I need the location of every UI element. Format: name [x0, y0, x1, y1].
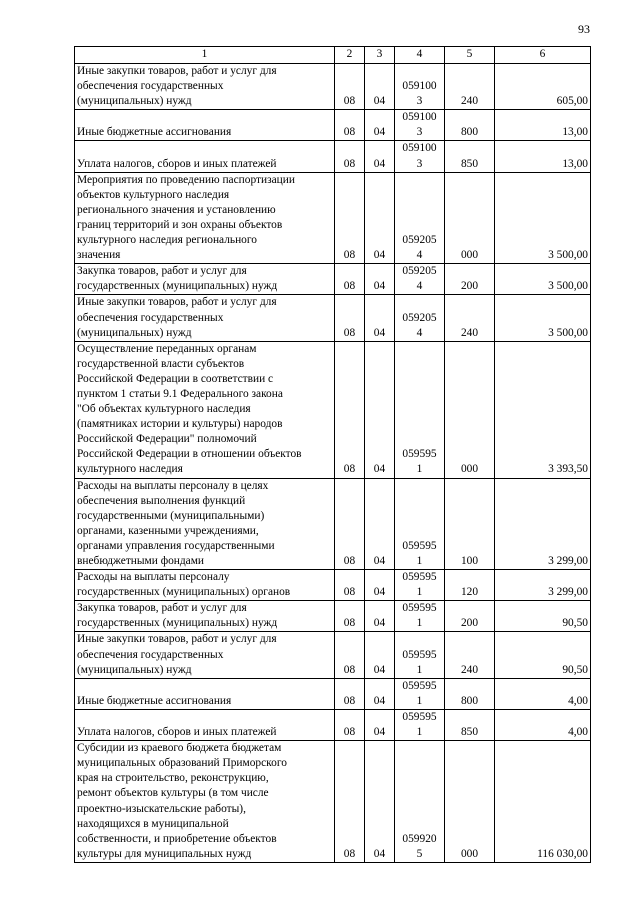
row-name-line: границ территорий и зон охраны объектов [77, 218, 283, 231]
expense-type-cell: 120 [445, 570, 495, 601]
target-code-line: 1 [416, 463, 423, 476]
row-name-line: культурного наследия [77, 463, 183, 476]
expense-type-cell: 000 [445, 172, 495, 264]
target-code-cell [395, 709, 445, 740]
amount-cell: 3 299,00 [495, 478, 591, 570]
row-name-line: Уплата налогов, сборов и иных платежей [77, 157, 277, 170]
row-name-line: государственных (муниципальных) органов [77, 586, 291, 599]
row-name-line: Осуществление переданных органам [77, 342, 257, 355]
target-code-cell [395, 295, 445, 341]
target-code-line: 059205 [402, 265, 437, 278]
table-row [75, 141, 591, 172]
row-name-line: органами, казенными учреждениями, [77, 524, 259, 537]
row-name-line: Российской Федерации в соответствии с [77, 372, 274, 385]
section-code-cell: 08 [335, 601, 365, 632]
row-name-line: (муниципальных) нужд [77, 326, 192, 339]
target-code-line: 059595 [402, 648, 437, 661]
budget-table [74, 46, 591, 863]
target-code-line: 1 [416, 586, 423, 599]
header-cell: 4 [395, 47, 445, 64]
target-code-line: 059205 [402, 234, 437, 247]
amount-cell: 605,00 [495, 64, 591, 110]
row-name-line: обеспечения государственных [77, 648, 224, 661]
target-code-line: 059100 [402, 80, 437, 93]
subsection-code-cell: 04 [365, 295, 395, 341]
table-row [75, 172, 591, 264]
table-row [75, 678, 591, 709]
target-code-line: 1 [416, 617, 423, 630]
table-row [75, 570, 591, 601]
row-name-line: культуры для муниципальных нужд [77, 847, 252, 860]
row-name-line: обеспечения выполнения функций [77, 494, 246, 507]
expense-type-cell: 800 [445, 678, 495, 709]
target-code-line: 4 [416, 326, 423, 339]
row-name-cell [75, 709, 335, 740]
row-name-line: обеспечения государственных [77, 311, 224, 324]
target-code-cell [395, 264, 445, 295]
amount-cell: 116 030,00 [495, 741, 591, 863]
row-name-line: объектов культурного наследия [77, 188, 230, 201]
subsection-code-cell: 04 [365, 632, 395, 678]
target-code-line: 059205 [402, 311, 437, 324]
row-name-line: государственными (муниципальными) [77, 509, 265, 522]
amount-cell: 4,00 [495, 678, 591, 709]
target-code-cell [395, 741, 445, 863]
section-code-cell: 08 [335, 295, 365, 341]
expense-type-cell: 100 [445, 478, 495, 570]
amount-cell: 90,50 [495, 632, 591, 678]
row-name-line: пунктом 1 статьи 9.1 Федерального закона [77, 387, 283, 400]
row-name-line: Закупка товаров, работ и услуг для [77, 265, 247, 278]
subsection-code-cell: 04 [365, 341, 395, 478]
table-row [75, 478, 591, 570]
target-code-cell [395, 678, 445, 709]
row-name-line: Субсидии из краевого бюджета бюджетам [77, 742, 282, 755]
target-code-cell [395, 632, 445, 678]
section-code-cell: 08 [335, 64, 365, 110]
amount-cell: 90,50 [495, 601, 591, 632]
row-name-line: Уплата налогов, сборов и иных платежей [77, 726, 277, 739]
table-row [75, 601, 591, 632]
row-name-line: обеспечения государственных [77, 80, 224, 93]
row-name-cell [75, 295, 335, 341]
row-name-line: органами управления государственными [77, 539, 275, 552]
target-code-cell [395, 141, 445, 172]
expense-type-cell: 800 [445, 110, 495, 141]
table-row [75, 709, 591, 740]
amount-cell: 3 500,00 [495, 264, 591, 295]
section-code-cell: 08 [335, 570, 365, 601]
table-row [75, 632, 591, 678]
table-row [75, 64, 591, 110]
table-body [75, 64, 591, 863]
target-code-line: 1 [416, 694, 423, 707]
subsection-code-cell: 04 [365, 172, 395, 264]
row-name-cell [75, 172, 335, 264]
subsection-code-cell: 04 [365, 678, 395, 709]
target-code-line: 059595 [402, 602, 437, 615]
target-code-cell [395, 601, 445, 632]
row-name-cell [75, 264, 335, 295]
row-name-line: Иные закупки товаров, работ и услуг для [77, 633, 277, 646]
target-code-cell [395, 64, 445, 110]
expense-type-cell: 240 [445, 632, 495, 678]
subsection-code-cell: 04 [365, 64, 395, 110]
target-code-cell [395, 478, 445, 570]
row-name-line: значения [77, 249, 121, 262]
subsection-code-cell: 04 [365, 478, 395, 570]
header-cell: 1 [75, 47, 335, 64]
subsection-code-cell: 04 [365, 141, 395, 172]
row-name-line: Иные закупки товаров, работ и услуг для [77, 296, 277, 309]
row-name-cell [75, 678, 335, 709]
subsection-code-cell: 04 [365, 264, 395, 295]
expense-type-cell: 240 [445, 64, 495, 110]
subsection-code-cell: 04 [365, 570, 395, 601]
subsection-code-cell: 04 [365, 110, 395, 141]
amount-cell: 3 500,00 [495, 172, 591, 264]
table-row [75, 341, 591, 478]
target-code-line: 059595 [402, 710, 437, 723]
row-name-line: находящихся в муниципальной [77, 817, 229, 830]
target-code-line: 3 [416, 157, 423, 170]
target-code-cell [395, 110, 445, 141]
row-name-cell [75, 141, 335, 172]
section-code-cell: 08 [335, 172, 365, 264]
row-name-line: ремонт объектов культуры (в том числе [77, 787, 269, 800]
row-name-line: Иные закупки товаров, работ и услуг для [77, 65, 277, 77]
row-name-line: проектно-изыскательские работы), [77, 802, 246, 815]
section-code-cell: 08 [335, 341, 365, 478]
header-cell: 5 [445, 47, 495, 64]
row-name-line: Иные бюджетные ассигнования [77, 694, 232, 707]
table-row [75, 264, 591, 295]
expense-type-cell: 850 [445, 141, 495, 172]
row-name-line: регионального значения и установлению [77, 203, 276, 216]
row-name-line: Российской Федерации в отношении объектов [77, 448, 302, 461]
section-code-cell: 08 [335, 478, 365, 570]
amount-cell: 4,00 [495, 709, 591, 740]
section-code-cell: 08 [335, 709, 365, 740]
target-code-line: 059100 [402, 111, 437, 124]
expense-type-cell: 000 [445, 741, 495, 863]
row-name-line: (муниципальных) нужд [77, 95, 192, 108]
target-code-line: 5 [416, 847, 423, 860]
target-code-line: 3 [416, 95, 423, 108]
amount-cell: 13,00 [495, 110, 591, 141]
section-code-cell: 08 [335, 264, 365, 295]
target-code-line: 3 [416, 126, 423, 139]
row-name-line: собственности, и приобретение объектов [77, 832, 277, 845]
section-code-cell: 08 [335, 141, 365, 172]
target-code-line: 059595 [402, 448, 437, 461]
row-name-line: Мероприятия по проведению паспортизации [77, 173, 295, 186]
row-name-cell [75, 341, 335, 478]
section-code-cell: 08 [335, 632, 365, 678]
target-code-line: 4 [416, 249, 423, 262]
target-code-line: 4 [416, 280, 423, 293]
target-code-line: 059920 [402, 832, 437, 845]
row-name-line: государственных (муниципальных) нужд [77, 280, 278, 293]
target-code-line: 1 [416, 555, 423, 567]
expense-type-cell: 240 [445, 295, 495, 341]
row-name-line: "Об объектах культурного наследия [77, 403, 251, 416]
row-name-line: Расходы на выплаты персоналу в целях [77, 479, 269, 492]
subsection-code-cell: 04 [365, 601, 395, 632]
row-name-line: культурного наследия регионального [77, 234, 257, 247]
amount-cell: 3 393,50 [495, 341, 591, 478]
row-name-line: края на строительство, реконструкцию, [77, 772, 269, 785]
section-code-cell: 08 [335, 741, 365, 863]
row-name-cell [75, 632, 335, 678]
expense-type-cell: 000 [445, 341, 495, 478]
row-name-cell [75, 570, 335, 601]
row-name-line: внебюджетными фондами [77, 555, 205, 567]
row-name-line: (муниципальных) нужд [77, 663, 192, 676]
target-code-line: 059100 [402, 142, 437, 155]
table-row [75, 295, 591, 341]
section-code-cell: 08 [335, 110, 365, 141]
target-code-line: 059595 [402, 539, 437, 552]
amount-cell: 3 500,00 [495, 295, 591, 341]
amount-cell: 3 299,00 [495, 570, 591, 601]
row-name-line: (памятниках истории и культуры) народов [77, 418, 283, 431]
subsection-code-cell: 04 [365, 709, 395, 740]
row-name-cell [75, 64, 335, 110]
row-name-cell [75, 601, 335, 632]
page-number: 93 [578, 22, 590, 36]
target-code-cell [395, 570, 445, 601]
row-name-line: Закупка товаров, работ и услуг для [77, 602, 247, 615]
row-name-line: муниципальных образований Приморского [77, 757, 287, 770]
target-code-cell [395, 172, 445, 264]
row-name-line: государственных (муниципальных) нужд [77, 617, 278, 630]
header-cell: 2 [335, 47, 365, 64]
target-code-cell [395, 341, 445, 478]
row-name-cell [75, 478, 335, 570]
row-name-cell [75, 110, 335, 141]
header-cell: 3 [365, 47, 395, 64]
header-cell: 6 [495, 47, 591, 64]
expense-type-cell: 200 [445, 601, 495, 632]
row-name-line: государственной власти субъектов [77, 357, 245, 370]
table-row [75, 741, 591, 863]
row-name-line: Расходы на выплаты персоналу [77, 571, 230, 584]
target-code-line: 1 [416, 663, 423, 676]
section-code-cell: 08 [335, 678, 365, 709]
subsection-code-cell: 04 [365, 741, 395, 863]
amount-cell: 13,00 [495, 141, 591, 172]
header-row [75, 47, 591, 64]
expense-type-cell: 200 [445, 264, 495, 295]
expense-type-cell: 850 [445, 709, 495, 740]
table-row [75, 110, 591, 141]
row-name-cell [75, 741, 335, 863]
row-name-line: Российской Федерации" полномочий [77, 433, 257, 446]
row-name-line: Иные бюджетные ассигнования [77, 126, 232, 139]
target-code-line: 1 [416, 726, 423, 739]
target-code-line: 059595 [402, 571, 437, 584]
target-code-line: 059595 [402, 679, 437, 692]
